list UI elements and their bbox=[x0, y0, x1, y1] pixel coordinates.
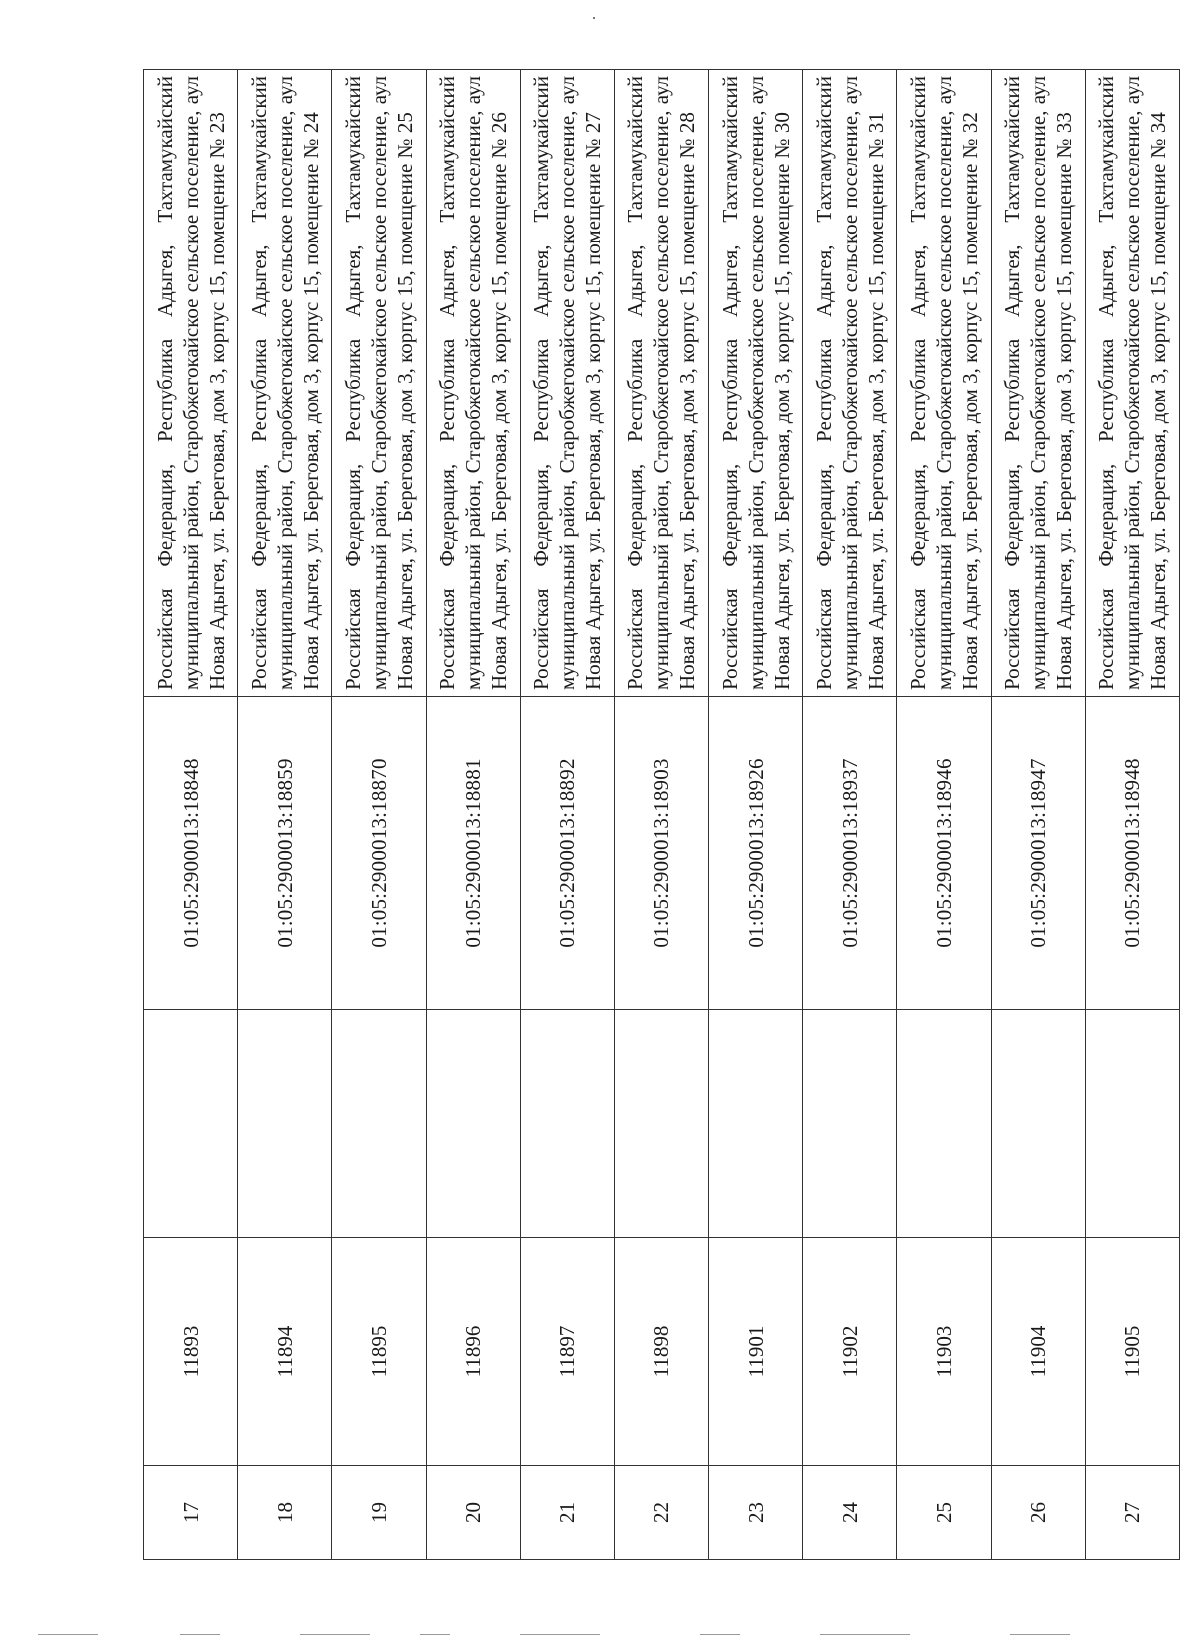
cadastral-number-cell: 01:05:2900013:18848 bbox=[144, 697, 238, 1010]
table-row bbox=[991, 70, 1085, 1560]
scan-edge-mark bbox=[1010, 1634, 1070, 1635]
registry-number-cell: 11895 bbox=[332, 1238, 426, 1466]
page-content bbox=[143, 70, 1180, 1560]
registry-number-cell: 11904 bbox=[991, 1238, 1085, 1466]
address-cell: Российская Федерация, Республика Адыгея, Тахтамукайский муниципальный район, Старобжегокайское сельское поселение, аул Новая Адыгея, ул. Береговая, дом 3, корпус 15, помещение № 28 bbox=[614, 70, 708, 697]
row-number-cell: 17 bbox=[144, 1466, 238, 1560]
address-cell: Российская Федерация, Республика Адыгея, Тахтамукайский муниципальный район, Старобжегокайское сельское поселение, аул Новая Адыгея, ул. Береговая, дом 3, корпус 15, помещение № 26 bbox=[426, 70, 520, 697]
empty-cell bbox=[897, 1010, 991, 1238]
scan-speck bbox=[593, 17, 595, 19]
empty-cell bbox=[709, 1010, 803, 1238]
table-row bbox=[520, 70, 614, 1560]
scan-edge-mark bbox=[700, 1634, 740, 1635]
address-cell: Российская Федерация, Республика Адыгея, Тахтамукайский муниципальный район, Старобжегокайское сельское поселение, аул Новая Адыгея, ул. Береговая, дом 3, корпус 15, помещение № 30 bbox=[709, 70, 803, 697]
registry-number-cell: 11903 bbox=[897, 1238, 991, 1466]
registry-number-cell: 11893 bbox=[144, 1238, 238, 1466]
scan-edge-mark bbox=[38, 1634, 98, 1635]
empty-cell bbox=[426, 1010, 520, 1238]
registry-number-cell: 11894 bbox=[238, 1238, 332, 1466]
registry-number-cell: 11898 bbox=[614, 1238, 708, 1466]
cadastral-number-cell: 01:05:2900013:18903 bbox=[614, 697, 708, 1010]
cadastral-number-cell: 01:05:2900013:18937 bbox=[803, 697, 897, 1010]
cadastral-number-cell: 01:05:2900013:18948 bbox=[1085, 697, 1179, 1010]
empty-cell bbox=[803, 1010, 897, 1238]
empty-cell bbox=[991, 1010, 1085, 1238]
empty-cell bbox=[238, 1010, 332, 1238]
row-number-cell: 23 bbox=[709, 1466, 803, 1560]
table-row bbox=[426, 70, 520, 1560]
table-row bbox=[897, 70, 991, 1560]
table-row bbox=[144, 70, 238, 1560]
table-row bbox=[1085, 70, 1179, 1560]
scan-edge-mark bbox=[300, 1634, 370, 1635]
row-number-cell: 21 bbox=[520, 1466, 614, 1560]
registry-number-cell: 11905 bbox=[1085, 1238, 1179, 1466]
cadastral-number-cell: 01:05:2900013:18946 bbox=[897, 697, 991, 1010]
registry-number-cell: 11902 bbox=[803, 1238, 897, 1466]
table-row bbox=[332, 70, 426, 1560]
row-number-cell: 19 bbox=[332, 1466, 426, 1560]
empty-cell bbox=[1085, 1010, 1179, 1238]
scan-edge-mark bbox=[180, 1634, 220, 1635]
row-number-cell: 24 bbox=[803, 1466, 897, 1560]
property-registry-table bbox=[143, 69, 1180, 1560]
row-number-cell: 26 bbox=[991, 1466, 1085, 1560]
cadastral-number-cell: 01:05:2900013:18881 bbox=[426, 697, 520, 1010]
address-cell: Российская Федерация, Республика Адыгея, Тахтамукайский муниципальный район, Старобжегокайское сельское поселение, аул Новая Адыгея, ул. Береговая, дом 3, корпус 15, помещение № 27 bbox=[520, 70, 614, 697]
row-number-cell: 25 bbox=[897, 1466, 991, 1560]
empty-cell bbox=[520, 1010, 614, 1238]
empty-cell bbox=[144, 1010, 238, 1238]
cadastral-number-cell: 01:05:2900013:18947 bbox=[991, 697, 1085, 1010]
address-cell: Российская Федерация, Республика Адыгея, Тахтамукайский муниципальный район, Старобжегокайское сельское поселение, аул Новая Адыгея, ул. Береговая, дом 3, корпус 15, помещение № 23 bbox=[144, 70, 238, 697]
registry-table-body bbox=[144, 70, 1180, 1560]
scan-edge-mark bbox=[420, 1634, 450, 1635]
registry-number-cell: 11896 bbox=[426, 1238, 520, 1466]
address-cell: Российская Федерация, Республика Адыгея, Тахтамукайский муниципальный район, Старобжегокайское сельское поселение, аул Новая Адыгея, ул. Береговая, дом 3, корпус 15, помещение № 33 bbox=[991, 70, 1085, 697]
scan-edge-mark bbox=[820, 1634, 910, 1635]
registry-number-cell: 11897 bbox=[520, 1238, 614, 1466]
row-number-cell: 27 bbox=[1085, 1466, 1179, 1560]
address-cell: Российская Федерация, Республика Адыгея, Тахтамукайский муниципальный район, Старобжегокайское сельское поселение, аул Новая Адыгея, ул. Береговая, дом 3, корпус 15, помещение № 34 bbox=[1085, 70, 1179, 697]
rotated-sheet bbox=[143, 70, 1180, 1560]
address-cell: Российская Федерация, Республика Адыгея, Тахтамукайский муниципальный район, Старобжегокайское сельское поселение, аул Новая Адыгея, ул. Береговая, дом 3, корпус 15, помещение № 24 bbox=[238, 70, 332, 697]
registry-number-cell: 11901 bbox=[709, 1238, 803, 1466]
scan-edge-mark bbox=[520, 1634, 600, 1635]
empty-cell bbox=[614, 1010, 708, 1238]
cadastral-number-cell: 01:05:2900013:18859 bbox=[238, 697, 332, 1010]
address-cell: Российская Федерация, Республика Адыгея, Тахтамукайский муниципальный район, Старобжегокайское сельское поселение, аул Новая Адыгея, ул. Береговая, дом 3, корпус 15, помещение № 32 bbox=[897, 70, 991, 697]
table-row bbox=[238, 70, 332, 1560]
table-row bbox=[614, 70, 708, 1560]
cadastral-number-cell: 01:05:2900013:18870 bbox=[332, 697, 426, 1010]
table-row bbox=[709, 70, 803, 1560]
cadastral-number-cell: 01:05:2900013:18892 bbox=[520, 697, 614, 1010]
table-row bbox=[803, 70, 897, 1560]
address-cell: Российская Федерация, Республика Адыгея, Тахтамукайский муниципальный район, Старобжегокайское сельское поселение, аул Новая Адыгея, ул. Береговая, дом 3, корпус 15, помещение № 25 bbox=[332, 70, 426, 697]
empty-cell bbox=[332, 1010, 426, 1238]
row-number-cell: 22 bbox=[614, 1466, 708, 1560]
row-number-cell: 18 bbox=[238, 1466, 332, 1560]
address-cell: Российская Федерация, Республика Адыгея, Тахтамукайский муниципальный район, Старобжегокайское сельское поселение, аул Новая Адыгея, ул. Береговая, дом 3, корпус 15, помещение № 31 bbox=[803, 70, 897, 697]
row-number-cell: 20 bbox=[426, 1466, 520, 1560]
cadastral-number-cell: 01:05:2900013:18926 bbox=[709, 697, 803, 1010]
